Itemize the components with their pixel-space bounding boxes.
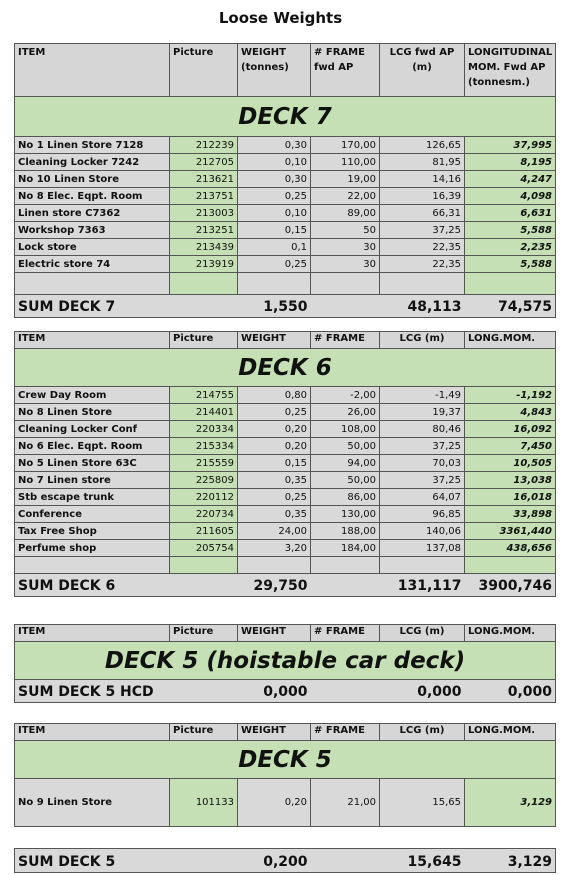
cell-item: No 1 Linen Store 7128 <box>15 137 170 154</box>
deck5hcd-sum-mom: 0,000 <box>465 680 556 703</box>
deck5-sum-label: SUM DECK 5 <box>15 849 170 873</box>
cell-lcg: 37,25 <box>380 438 465 455</box>
col-item-header: ITEM <box>15 724 170 741</box>
cell-picture: 215334 <box>170 438 238 455</box>
cell-item: Crew Day Room <box>15 387 170 404</box>
deck5-sum-mom: 3,129 <box>465 849 556 873</box>
cell-mom: 4,247 <box>465 171 556 188</box>
cell-mom: 7,450 <box>465 438 556 455</box>
cell-weight: 0,15 <box>238 222 311 239</box>
table-row <box>15 472 556 489</box>
cell-lcg: 81,95 <box>380 154 465 171</box>
deck5-sum-row <box>15 849 556 873</box>
table-row <box>15 421 556 438</box>
deck6-header-row <box>15 332 556 349</box>
cell-picture: 213751 <box>170 188 238 205</box>
col-item-header: ITEM <box>15 625 170 642</box>
cell-weight: 0,20 <box>238 421 311 438</box>
cell-picture: 214755 <box>170 387 238 404</box>
cell-lcg: 140,06 <box>380 523 465 540</box>
cell-lcg: 80,46 <box>380 421 465 438</box>
cell-frame: -2,00 <box>311 387 380 404</box>
deck7-sum-mom: 74,575 <box>465 295 556 318</box>
cell-item: Linen store C7362 <box>15 205 170 222</box>
cell-weight: 0,20 <box>238 438 311 455</box>
cell-lcg: 37,25 <box>380 222 465 239</box>
deck6-sum-lcg: 131,117 <box>380 574 465 597</box>
deck6-sum-label: SUM DECK 6 <box>15 574 170 597</box>
table-row <box>15 154 556 171</box>
deck7-sum-lcg: 48,113 <box>380 295 465 318</box>
cell-lcg: 137,08 <box>380 540 465 557</box>
cell-lcg: 37,25 <box>380 472 465 489</box>
cell-frame: 26,00 <box>311 404 380 421</box>
cell-weight: 0,30 <box>238 171 311 188</box>
cell-frame: 19,00 <box>311 171 380 188</box>
deck5-sum-weight: 0,200 <box>238 849 311 873</box>
table-row <box>15 205 556 222</box>
deck7-sum-row <box>15 295 556 318</box>
cell-picture: 205754 <box>170 540 238 557</box>
col-picture-header: Picture <box>170 332 238 349</box>
cell-weight: 0,15 <box>238 455 311 472</box>
cell-item: No 8 Elec. Eqpt. Room <box>15 188 170 205</box>
table-row <box>15 404 556 421</box>
cell-weight: 0,25 <box>238 188 311 205</box>
cell-lcg: 126,65 <box>380 137 465 154</box>
table-row <box>15 239 556 256</box>
cell-item: Lock store <box>15 239 170 256</box>
deck7-table <box>14 43 556 318</box>
cell-mom: 4,843 <box>465 404 556 421</box>
deck6-sum-weight: 29,750 <box>238 574 311 597</box>
cell-picture: 211605 <box>170 523 238 540</box>
cell-weight: 3,20 <box>238 540 311 557</box>
deck5-title-row <box>15 741 556 779</box>
cell-mom: 10,505 <box>465 455 556 472</box>
cell-lcg: 15,65 <box>380 779 465 827</box>
table-row <box>15 387 556 404</box>
table-row <box>15 137 556 154</box>
cell-picture: 213919 <box>170 256 238 273</box>
spacer-row <box>15 273 556 295</box>
cell-weight: 24,00 <box>238 523 311 540</box>
cell-item: No 5 Linen Store 63C <box>15 455 170 472</box>
cell-lcg: 19,37 <box>380 404 465 421</box>
table-row <box>15 171 556 188</box>
cell-frame: 94,00 <box>311 455 380 472</box>
deck7-title: DECK 7 <box>15 97 556 137</box>
deck5-sum-table <box>14 848 556 873</box>
col-item-header: ITEM <box>15 332 170 349</box>
cell-picture: 220334 <box>170 421 238 438</box>
cell-weight: 0,25 <box>238 256 311 273</box>
cell-picture: 220112 <box>170 489 238 506</box>
cell-mom: 13,038 <box>465 472 556 489</box>
col-mom-header: LONGITUDINAL MOM. Fwd AP (tonnesm.) <box>465 44 556 97</box>
cell-item: No 9 Linen Store <box>15 779 170 827</box>
cell-item: No 10 Linen Store <box>15 171 170 188</box>
deck5-table <box>14 723 556 827</box>
cell-item: No 6 Elec. Eqpt. Room <box>15 438 170 455</box>
col-frame-header: # FRAME fwd AP <box>311 44 380 97</box>
cell-mom: 16,018 <box>465 489 556 506</box>
col-lcg-header: LCG fwd AP (m) <box>380 44 465 97</box>
col-frame-header: # FRAME <box>311 625 380 642</box>
deck6-table <box>14 331 556 597</box>
table-row <box>15 256 556 273</box>
col-weight-header: WEIGHT <box>238 332 311 349</box>
cell-lcg: 22,35 <box>380 239 465 256</box>
col-mom-header: LONG.MOM. <box>465 625 556 642</box>
table-row <box>15 438 556 455</box>
col-lcg-header: LCG (m) <box>380 724 465 741</box>
col-frame-header: # FRAME <box>311 332 380 349</box>
cell-frame: 110,00 <box>311 154 380 171</box>
cell-item: No 7 Linen store <box>15 472 170 489</box>
spacer-row <box>15 557 556 574</box>
col-picture-header: Picture <box>170 625 238 642</box>
cell-mom: 5,588 <box>465 256 556 273</box>
cell-picture: 220734 <box>170 506 238 523</box>
cell-frame: 170,00 <box>311 137 380 154</box>
page-title: Loose Weights <box>218 9 343 27</box>
cell-item: Workshop 7363 <box>15 222 170 239</box>
cell-picture: 213621 <box>170 171 238 188</box>
col-mom-header: LONG.MOM. <box>465 724 556 741</box>
cell-picture: 225809 <box>170 472 238 489</box>
cell-weight: 0,20 <box>238 779 311 827</box>
cell-frame: 50,00 <box>311 438 380 455</box>
cell-frame: 30 <box>311 256 380 273</box>
col-weight-header: WEIGHT <box>238 625 311 642</box>
cell-lcg: 22,35 <box>380 256 465 273</box>
cell-weight: 0,35 <box>238 472 311 489</box>
cell-frame: 188,00 <box>311 523 380 540</box>
cell-frame: 50,00 <box>311 472 380 489</box>
deck7-sum-label: SUM DECK 7 <box>15 295 170 318</box>
deck6-sum-row <box>15 574 556 597</box>
deck5-sum-lcg: 15,645 <box>380 849 465 873</box>
deck5-header-row <box>15 724 556 741</box>
cell-mom: 37,995 <box>465 137 556 154</box>
cell-picture: 215559 <box>170 455 238 472</box>
deck7-rows <box>15 137 556 273</box>
table-row <box>15 779 556 827</box>
table-row <box>15 506 556 523</box>
table-row <box>15 540 556 557</box>
cell-frame: 184,00 <box>311 540 380 557</box>
deck5-title: DECK 5 <box>15 741 556 779</box>
col-frame-header: # FRAME <box>311 724 380 741</box>
col-lcg-header: LCG (m) <box>380 332 465 349</box>
col-lcg-header: LCG (m) <box>380 625 465 642</box>
cell-weight: 0,35 <box>238 506 311 523</box>
cell-lcg: 14,16 <box>380 171 465 188</box>
deck7-title-row <box>15 97 556 137</box>
cell-mom: 438,656 <box>465 540 556 557</box>
cell-picture: 213251 <box>170 222 238 239</box>
cell-lcg: 64,07 <box>380 489 465 506</box>
cell-item: Tax Free Shop <box>15 523 170 540</box>
cell-weight: 0,30 <box>238 137 311 154</box>
deck6-rows <box>15 387 556 557</box>
cell-mom: -1,192 <box>465 387 556 404</box>
cell-picture: 213439 <box>170 239 238 256</box>
cell-item: Cleaning Locker Conf <box>15 421 170 438</box>
deck5hcd-header-row <box>15 625 556 642</box>
deck5-rows <box>15 779 556 827</box>
cell-frame: 130,00 <box>311 506 380 523</box>
cell-frame: 30 <box>311 239 380 256</box>
cell-weight: 0,10 <box>238 205 311 222</box>
table-row <box>15 455 556 472</box>
cell-frame: 21,00 <box>311 779 380 827</box>
deck6-title-row <box>15 349 556 387</box>
deck6-title: DECK 6 <box>15 349 556 387</box>
cell-weight: 0,1 <box>238 239 311 256</box>
deck7-sum-weight: 1,550 <box>238 295 311 318</box>
table-row <box>15 489 556 506</box>
cell-frame: 50 <box>311 222 380 239</box>
col-weight-header: WEIGHT <box>238 724 311 741</box>
col-picture-header: Picture <box>170 724 238 741</box>
deck5hcd-sum-lcg: 0,000 <box>380 680 465 703</box>
deck5hcd-sum-weight: 0,000 <box>238 680 311 703</box>
cell-frame: 108,00 <box>311 421 380 438</box>
col-item-header: ITEM <box>15 44 170 97</box>
cell-picture: 212239 <box>170 137 238 154</box>
table-row <box>15 188 556 205</box>
col-weight-header: WEIGHT (tonnes) <box>238 44 311 97</box>
deck5hcd-title: DECK 5 (hoistable car deck) <box>15 642 556 680</box>
cell-weight: 0,10 <box>238 154 311 171</box>
table-row <box>15 222 556 239</box>
deck5hcd-sum-row <box>15 680 556 703</box>
cell-frame: 86,00 <box>311 489 380 506</box>
cell-picture: 212705 <box>170 154 238 171</box>
cell-mom: 5,588 <box>465 222 556 239</box>
cell-mom: 33,898 <box>465 506 556 523</box>
cell-item: Cleaning Locker 7242 <box>15 154 170 171</box>
table-row <box>15 523 556 540</box>
cell-mom: 16,092 <box>465 421 556 438</box>
cell-lcg: 70,03 <box>380 455 465 472</box>
cell-mom: 6,631 <box>465 205 556 222</box>
cell-frame: 89,00 <box>311 205 380 222</box>
deck6-sum-mom: 3900,746 <box>465 574 556 597</box>
cell-item: Conference <box>15 506 170 523</box>
cell-weight: 0,25 <box>238 404 311 421</box>
cell-lcg: 96,85 <box>380 506 465 523</box>
cell-picture: 213003 <box>170 205 238 222</box>
cell-picture: 214401 <box>170 404 238 421</box>
col-mom-header: LONG.MOM. <box>465 332 556 349</box>
cell-mom: 3,129 <box>465 779 556 827</box>
cell-mom: 4,098 <box>465 188 556 205</box>
cell-mom: 8,195 <box>465 154 556 171</box>
cell-lcg: 66,31 <box>380 205 465 222</box>
cell-weight: 0,80 <box>238 387 311 404</box>
cell-lcg: 16,39 <box>380 188 465 205</box>
cell-frame: 22,00 <box>311 188 380 205</box>
cell-mom: 2,235 <box>465 239 556 256</box>
deck5hcd-title-row <box>15 642 556 680</box>
cell-lcg: -1,49 <box>380 387 465 404</box>
cell-item: No 8 Linen Store <box>15 404 170 421</box>
cell-mom: 3361,440 <box>465 523 556 540</box>
cell-weight: 0,25 <box>238 489 311 506</box>
deck7-header-row <box>15 44 556 97</box>
col-picture-header: Picture <box>170 44 238 97</box>
cell-item: Perfume shop <box>15 540 170 557</box>
deck5hcd-table <box>14 624 556 703</box>
cell-picture: 101133 <box>170 779 238 827</box>
cell-item: Stb escape trunk <box>15 489 170 506</box>
cell-item: Electric store 74 <box>15 256 170 273</box>
deck5hcd-sum-label: SUM DECK 5 HCD <box>15 680 170 703</box>
